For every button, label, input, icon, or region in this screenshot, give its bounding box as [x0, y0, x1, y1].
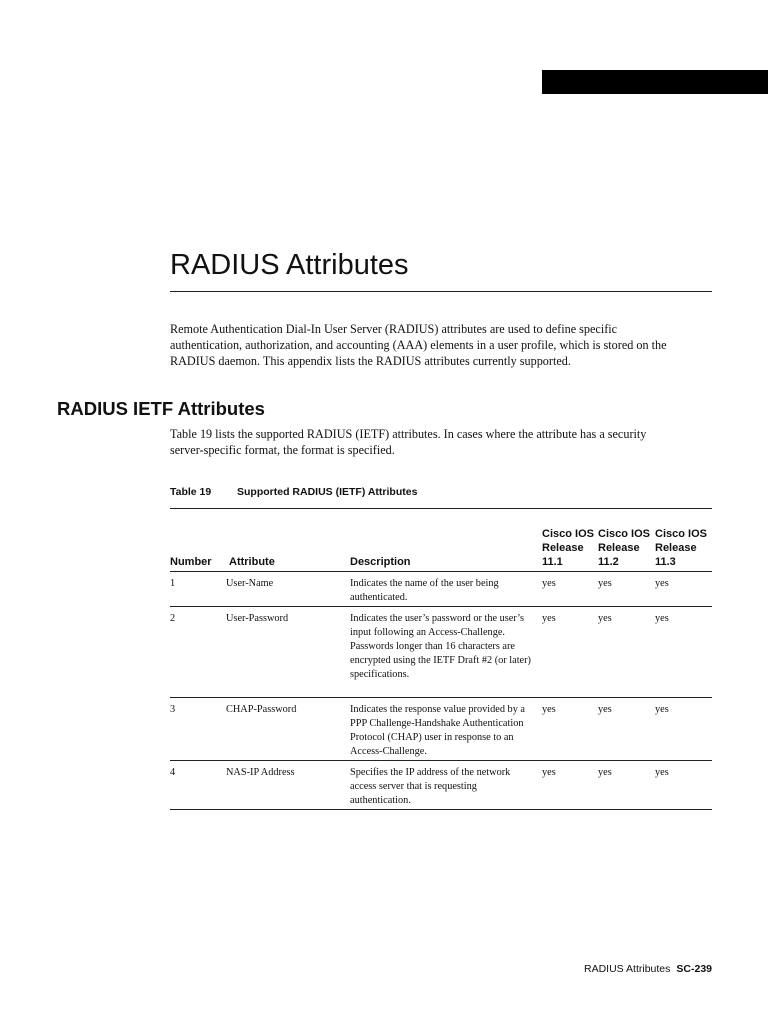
cell-number: 1	[170, 578, 176, 589]
table-bottom-rule	[170, 809, 712, 810]
section-paragraph: Table 19 lists the supported RADIUS (IETF) attributes. In cases where the attribute has a security server-specific format, the format is specified.	[170, 427, 647, 457]
cell-release-11-1: yes	[542, 767, 556, 778]
cell-description: Specifies the IP address of the network access server that is requesting authentication.	[350, 767, 511, 806]
header-number: Number	[170, 556, 212, 568]
cell-release-11-3: yes	[655, 613, 669, 624]
header-release-11-3: Cisco IOS Release 11.3	[655, 528, 707, 568]
header-release-11-2: Cisco IOS Release 11.2	[598, 528, 650, 568]
table-caption-title: Supported RADIUS (IETF) Attributes	[237, 486, 418, 498]
cell-attribute: NAS-IP Address	[226, 767, 295, 778]
title-rule	[170, 291, 712, 292]
footer-section-name: RADIUS Attributes	[584, 963, 671, 975]
footer-page-number: SC-239	[676, 963, 712, 975]
header-description: Description	[350, 556, 411, 568]
chapter-title: RADIUS Attributes	[170, 249, 409, 281]
header-attribute: Attribute	[229, 556, 275, 568]
cell-description: Indicates the user’s password or the user’s input following an Access-Challenge. Passwords longer than 16 characters are encrypted using the IETF Draft #2 (or later) specifications.	[350, 613, 531, 680]
table-caption	[170, 485, 417, 499]
intro-paragraph: Remote Authentication Dial-In User Server (RADIUS) attributes are used to define specific authentication, authorization, and accounting (AAA) elements in a user profile, which is stored on the RADIUS daemon. This appendix lists the RADIUS attributes currently supported.	[170, 322, 667, 368]
cell-description: Indicates the response value provided by a PPP Challenge-Handshake Authentication Protocol (CHAP) user in response to an Access-Challenge.	[350, 704, 525, 757]
cell-release-11-1: yes	[542, 613, 556, 624]
cell-number: 2	[170, 613, 176, 624]
cell-release-11-2: yes	[598, 767, 612, 778]
page-footer	[584, 962, 712, 976]
cell-release-11-3: yes	[655, 767, 669, 778]
cell-attribute: CHAP-Password	[226, 704, 297, 715]
table-caption-number: Table 19	[170, 486, 212, 498]
cell-description: Indicates the name of the user being authenticated.	[350, 578, 499, 603]
table-row	[170, 572, 712, 606]
cell-release-11-1: yes	[542, 578, 556, 589]
table-row	[170, 607, 712, 697]
cell-attribute: User-Name	[226, 578, 274, 589]
table-row	[170, 698, 712, 760]
cell-number: 3	[170, 704, 176, 715]
section-heading: RADIUS IETF Attributes	[57, 398, 265, 419]
cell-release-11-1: yes	[542, 704, 556, 715]
table-header-row	[170, 509, 712, 571]
cell-number: 4	[170, 767, 176, 778]
header-black-bar	[542, 70, 768, 94]
cell-release-11-3: yes	[655, 704, 669, 715]
cell-release-11-3: yes	[655, 578, 669, 589]
cell-release-11-2: yes	[598, 613, 612, 624]
cell-attribute: User-Password	[226, 613, 289, 624]
table-row	[170, 761, 712, 809]
cell-release-11-2: yes	[598, 578, 612, 589]
cell-release-11-2: yes	[598, 704, 612, 715]
attributes-table	[170, 508, 712, 810]
header-release-11-1: Cisco IOS Release 11.1	[542, 528, 594, 568]
